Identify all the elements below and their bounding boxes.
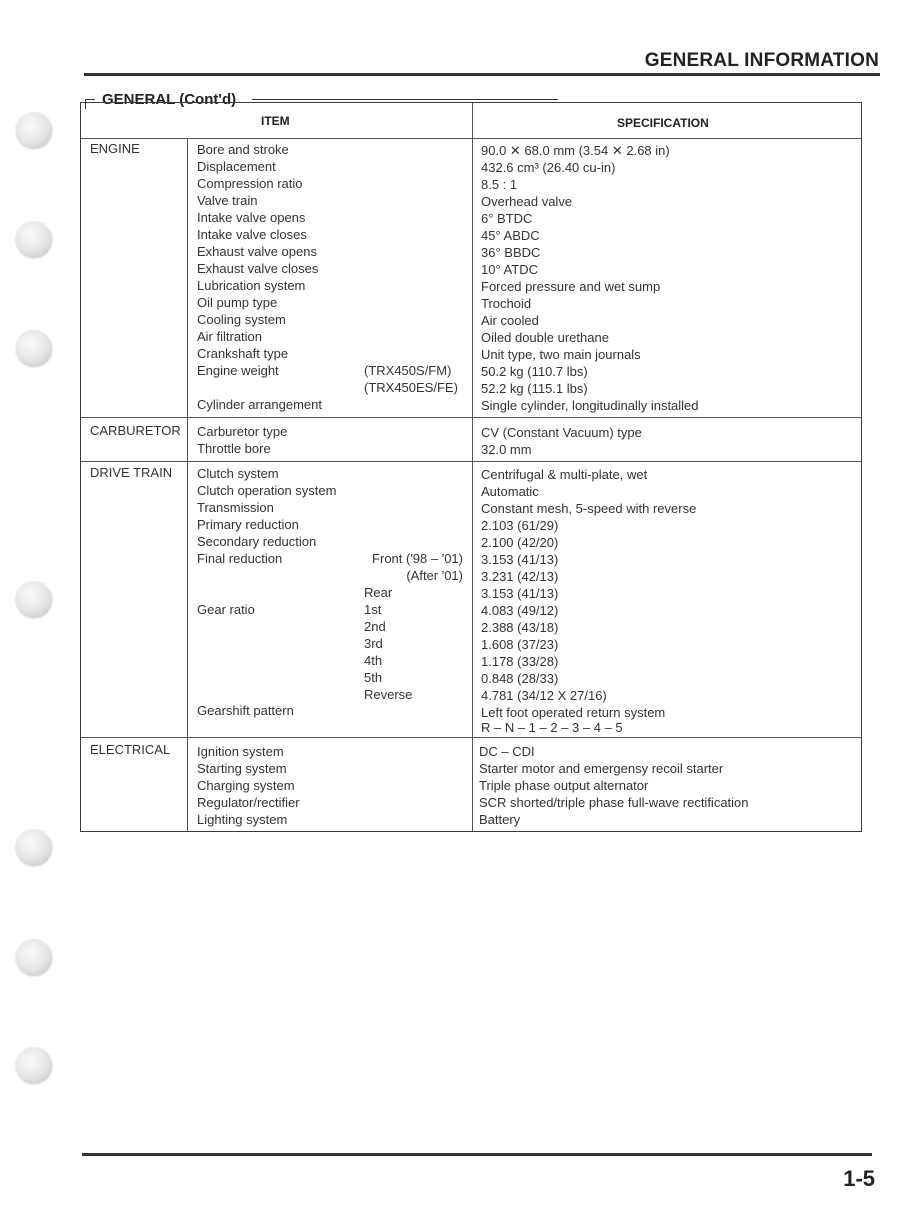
drive-train-variant: 2nd — [364, 619, 386, 634]
electrical-item: Regulator/rectifier — [197, 795, 300, 810]
engine-spec: Unit type, two main journals — [481, 347, 641, 362]
engine-item: Intake valve closes — [197, 227, 307, 242]
drive-train-variant: Reverse — [364, 687, 413, 702]
header-rule — [84, 73, 880, 76]
engine-spec: Forced pressure and wet sump — [481, 279, 661, 294]
drive-train-item: Clutch system — [197, 466, 279, 481]
engine-spec: 8.5 : 1 — [481, 177, 518, 192]
binder-hole — [16, 113, 52, 149]
drive-train-variant: 3rd — [364, 636, 383, 651]
binder-hole — [16, 582, 52, 618]
drive-train-spec: Centrifugal & multi-plate, wet — [481, 467, 648, 482]
drive-train-spec: R – N – 1 – 2 – 3 – 4 – 5 — [481, 720, 623, 735]
engine-item: Air filtration — [197, 329, 263, 344]
carburetor-spec: 32.0 mm — [481, 442, 532, 457]
drive-train-item: Primary reduction — [197, 517, 299, 532]
drive-train-spec: Left foot operated return system — [481, 705, 666, 720]
drive-train-variant: Front ('98 – '01) — [372, 551, 463, 566]
drive-train-spec: 1.608 (37/23) — [481, 637, 559, 652]
section-divider — [81, 417, 861, 418]
drive-train-spec: 3.153 (41/13) — [481, 552, 559, 567]
carburetor-spec: CV (Constant Vacuum) type — [481, 425, 642, 440]
engine-spec: Trochoid — [481, 296, 532, 311]
drive-train-spec: Automatic — [481, 484, 539, 499]
engine-item: Cooling system — [197, 312, 286, 327]
engine-spec: 90.0 ✕ 68.0 mm (3.54 ✕ 2.68 in) — [481, 143, 670, 158]
engine-spec: 50.2 kg (110.7 lbs) — [481, 364, 588, 379]
engine-item: Exhaust valve closes — [197, 261, 319, 276]
engine-spec: 45° ABDC — [481, 228, 540, 243]
spec-table — [80, 102, 862, 832]
engine-item: Engine weight — [197, 363, 279, 378]
engine-spec: Overhead valve — [481, 194, 573, 209]
header-divider — [81, 138, 861, 139]
section-bracket-lead — [85, 99, 95, 100]
engine-spec: 52.2 kg (115.1 lbs) — [481, 381, 588, 396]
drive-train-spec: 2.100 (42/20) — [481, 535, 559, 550]
drive-train-item: Gear ratio — [197, 602, 255, 617]
engine-variant: (TRX450S/FM) — [364, 363, 452, 378]
drive-train-variant: (After '01) — [406, 568, 463, 583]
binder-hole — [16, 830, 52, 866]
drive-train-spec: 4.083 (49/12) — [481, 603, 559, 618]
engine-item: Lubrication system — [197, 278, 306, 293]
drive-train-spec: 3.231 (42/13) — [481, 569, 559, 584]
category-carburetor: CARBURETOR — [90, 423, 181, 438]
drive-train-item: Clutch operation system — [197, 483, 337, 498]
engine-item: Oil pump type — [197, 295, 278, 310]
page-header: GENERAL INFORMATION — [644, 50, 879, 71]
engine-item: Crankshaft type — [197, 346, 289, 361]
page-number: 1-5 — [843, 1166, 875, 1191]
spec-column-header: SPECIFICATION — [617, 116, 709, 130]
engine-item: Bore and stroke — [197, 142, 289, 157]
engine-spec: 432.6 cm³ (26.40 cu-in) — [481, 160, 616, 175]
electrical-item: Ignition system — [197, 744, 284, 759]
engine-spec: 6° BTDC — [481, 211, 533, 226]
binder-hole — [16, 222, 52, 258]
drive-train-variant: 5th — [364, 670, 383, 685]
section-title-rule — [252, 99, 558, 100]
drive-train-item: Transmission — [197, 500, 274, 515]
drive-train-variant: 4th — [364, 653, 383, 668]
binder-hole — [16, 1048, 52, 1084]
electrical-item: Lighting system — [197, 812, 288, 827]
drive-train-spec: 4.781 (34/12 X 27/16) — [481, 688, 607, 703]
engine-spec: 36° BBDC — [481, 245, 541, 260]
drive-train-spec: 2.388 (43/18) — [481, 620, 559, 635]
electrical-spec: Triple phase output alternator — [479, 778, 649, 793]
engine-spec: 10° ATDC — [481, 262, 538, 277]
engine-spec: Air cooled — [481, 313, 539, 328]
category-electrical: ELECTRICAL — [90, 742, 171, 757]
electrical-spec: Battery — [479, 812, 521, 827]
electrical-item: Charging system — [197, 778, 295, 793]
section-divider — [81, 461, 861, 462]
section-title-label: GENERAL (Cont'd) — [102, 91, 237, 108]
engine-item: Exhaust valve opens — [197, 244, 317, 259]
drive-train-variant: 1st — [364, 602, 382, 617]
engine-item: Intake valve opens — [197, 210, 306, 225]
footer-rule — [82, 1153, 872, 1156]
drive-train-item: Final reduction — [197, 551, 283, 566]
electrical-item: Starting system — [197, 761, 287, 776]
drive-train-spec: 2.103 (61/29) — [481, 518, 559, 533]
drive-train-spec: Constant mesh, 5-speed with reverse — [481, 501, 697, 516]
engine-item: Cylinder arrangement — [197, 397, 323, 412]
item-column-header: ITEM — [261, 114, 290, 128]
engine-variant: (TRX450ES/FE) — [364, 380, 458, 395]
engine-item: Compression ratio — [197, 176, 303, 191]
engine-spec: Oiled double urethane — [481, 330, 609, 345]
category-divider — [187, 138, 188, 831]
section-divider — [81, 737, 861, 738]
engine-spec: Single cylinder, longitudinally installed — [481, 398, 699, 413]
engine-item: Valve train — [197, 193, 258, 208]
electrical-spec: SCR shorted/triple phase full-wave rectification — [479, 795, 749, 810]
drive-train-variant: Rear — [364, 585, 393, 600]
drive-train-item: Secondary reduction — [197, 534, 317, 549]
binder-hole — [16, 331, 52, 367]
drive-train-spec: 0.848 (28/33) — [481, 671, 559, 686]
drive-train-item: Gearshift pattern — [197, 703, 294, 718]
drive-train-spec: 3.153 (41/13) — [481, 586, 559, 601]
category-drive-train: DRIVE TRAIN — [90, 465, 173, 480]
carburetor-item: Carburetor type — [197, 424, 288, 439]
engine-item: Displacement — [197, 159, 276, 174]
electrical-spec: Starter motor and emergensy recoil starter — [479, 761, 724, 776]
carburetor-item: Throttle bore — [197, 441, 271, 456]
electrical-spec: DC – CDI — [479, 744, 535, 759]
binder-hole — [16, 940, 52, 976]
drive-train-spec: 1.178 (33/28) — [481, 654, 559, 669]
spec-divider — [472, 103, 473, 831]
category-engine: ENGINE — [90, 141, 140, 156]
